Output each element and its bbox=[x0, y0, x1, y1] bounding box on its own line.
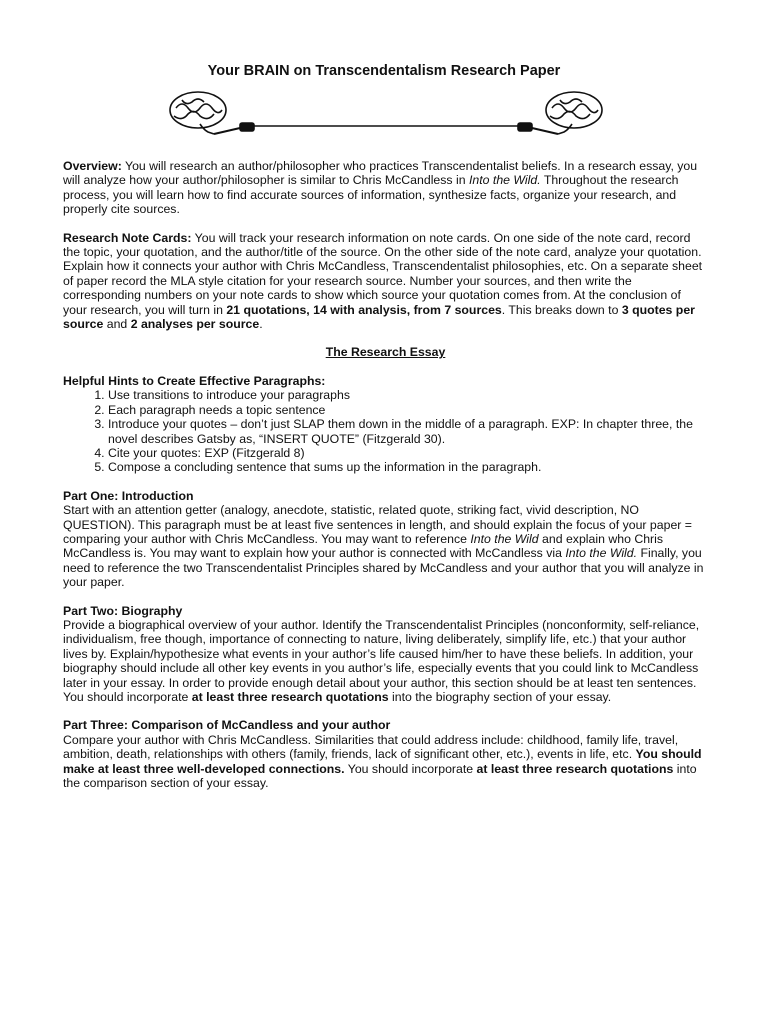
hints-heading: Helpful Hints to Create Effective Paragraphs: bbox=[63, 373, 326, 388]
part-one-heading: Part One: Introduction bbox=[63, 488, 194, 503]
note-cards-emphasis: 21 quotations, 14 with analysis, from 7 sources bbox=[226, 302, 502, 317]
part-two-paragraph bbox=[63, 618, 708, 704]
part-two-text: into the biography section of your essay. bbox=[388, 690, 612, 704]
list-item: 5. Compose a concluding sentence that sums up the information in the paragraph. bbox=[108, 460, 708, 474]
part-three-text: Compare your author with Chris McCandless. Similarities that could address include: childhood, family life, travel, ambition, death, relationships with others (family, friends, lack of significant other, etc.), events in life, etc. bbox=[63, 732, 679, 762]
part-one-text: Start with an attention getter (analogy, anecdote, statistic, related quote, striking fact, vivid description, NO QUESTION). This paragraph must be at least five sentences in length, and should explain the focus of your paper = comparing your author with Chris McCandless. You may want to reference bbox=[63, 503, 692, 546]
part-three-heading: Part Three: Comparison of McCandless and your author bbox=[63, 718, 391, 733]
book-title: Into the Wild. bbox=[565, 546, 638, 561]
part-three-emphasis: at least three research quotations bbox=[476, 761, 674, 776]
part-three-paragraph bbox=[63, 733, 708, 791]
part-one-text: and explain who Chris McCandless is. You may want to explain how your author is connected with McCandless via bbox=[63, 531, 664, 561]
note-cards-paragraph bbox=[63, 231, 708, 332]
overview-label: Overview: bbox=[63, 159, 122, 173]
note-cards-text: and bbox=[103, 317, 131, 332]
book-title: Into the Wild. bbox=[468, 173, 541, 188]
overview-paragraph bbox=[63, 159, 708, 217]
hints-list bbox=[63, 388, 708, 474]
document-body bbox=[63, 159, 708, 804]
overview-text: Throughout the research process, you will learn how to find accurate sources of information, synthesize facts, organize your research, and properly cite sources. bbox=[63, 173, 679, 217]
list-item: 1. Use transitions to introduce your paragraphs bbox=[108, 388, 708, 402]
book-title: Into the Wild bbox=[470, 531, 539, 546]
part-three-text: You should incorporate bbox=[344, 761, 477, 776]
part-three-emphasis: You should make at least three well-developed connections. bbox=[63, 747, 702, 776]
note-cards-text: . This breaks down to bbox=[501, 302, 622, 317]
essay-heading: The Research Essay bbox=[325, 345, 446, 360]
part-two-text: Provide a biographical overview of your author. Identify the Transcendentalist Principles (nonconformity, self-reliance, individualism, free though, importance of connecting to nature, living deliberately, simplify life, etc.) that your author lives by. Explain/hypothesize what events in your author’s life caused him/her to have these beliefs. In addition, your biography should include all other key events in you author’s life, especially events that you could link to McCandless later in your essay. In order to provide enough detail about your author, this section should be at least ten sentences. You should incorporate bbox=[63, 617, 700, 704]
part-two-emphasis: at least three research quotations bbox=[191, 690, 389, 704]
left-brain-icon bbox=[170, 92, 254, 134]
page-title: Your BRAIN on Transcendentalism Research Paper bbox=[207, 63, 561, 79]
part-three-text: into the comparison section of your essay. bbox=[63, 761, 697, 791]
note-cards-text: You will track your research information on note cards. On one side of the note card, record the topic, your quotation, and the author/title of the source. On the other side of the note card, analyze your quotation. Explain how it connects your author with Chris McCandless, Transcendentalist philosophies, etc. On a separate sheet of paper record the MLA style citation for your research source. Number your sources, and then write the corresponding numbers on your note cards to show which source your quotation comes from. At the conclusion of your research, you will turn in bbox=[63, 230, 703, 317]
part-two-heading: Part Two: Biography bbox=[63, 603, 183, 618]
brain-banner-illustration bbox=[160, 88, 612, 138]
note-cards-emphasis: 3 quotes per source bbox=[63, 302, 695, 332]
right-brain-icon bbox=[518, 92, 602, 134]
note-cards-text: . bbox=[259, 317, 263, 332]
list-item: 4. Cite your quotes: EXP (Fitzgerald 8) bbox=[108, 446, 708, 460]
overview-text: You will research an author/philosopher who practices Transcendentalist beliefs. In a research essay, you will analyze how your author/philosopher is similar to Chris McCandless in bbox=[63, 159, 698, 188]
note-cards-label: Research Note Cards: bbox=[63, 230, 192, 245]
list-item: 2. Each paragraph needs a topic sentence bbox=[108, 403, 708, 417]
note-cards-emphasis: 2 analyses per source bbox=[130, 317, 260, 332]
list-item: 3. Introduce your quotes – don’t just SLAP them down in the middle of a paragraph. EXP: In chapter three, the novel describes Gatsby as, “INSERT QUOTE” (Fitzgerald 30). bbox=[108, 417, 708, 446]
part-one-text: Finally, you need to reference the two Transcendentalist Principles shared by McCandless and your author that you will analyze in your paper. bbox=[63, 546, 704, 590]
part-one-paragraph bbox=[63, 503, 708, 589]
